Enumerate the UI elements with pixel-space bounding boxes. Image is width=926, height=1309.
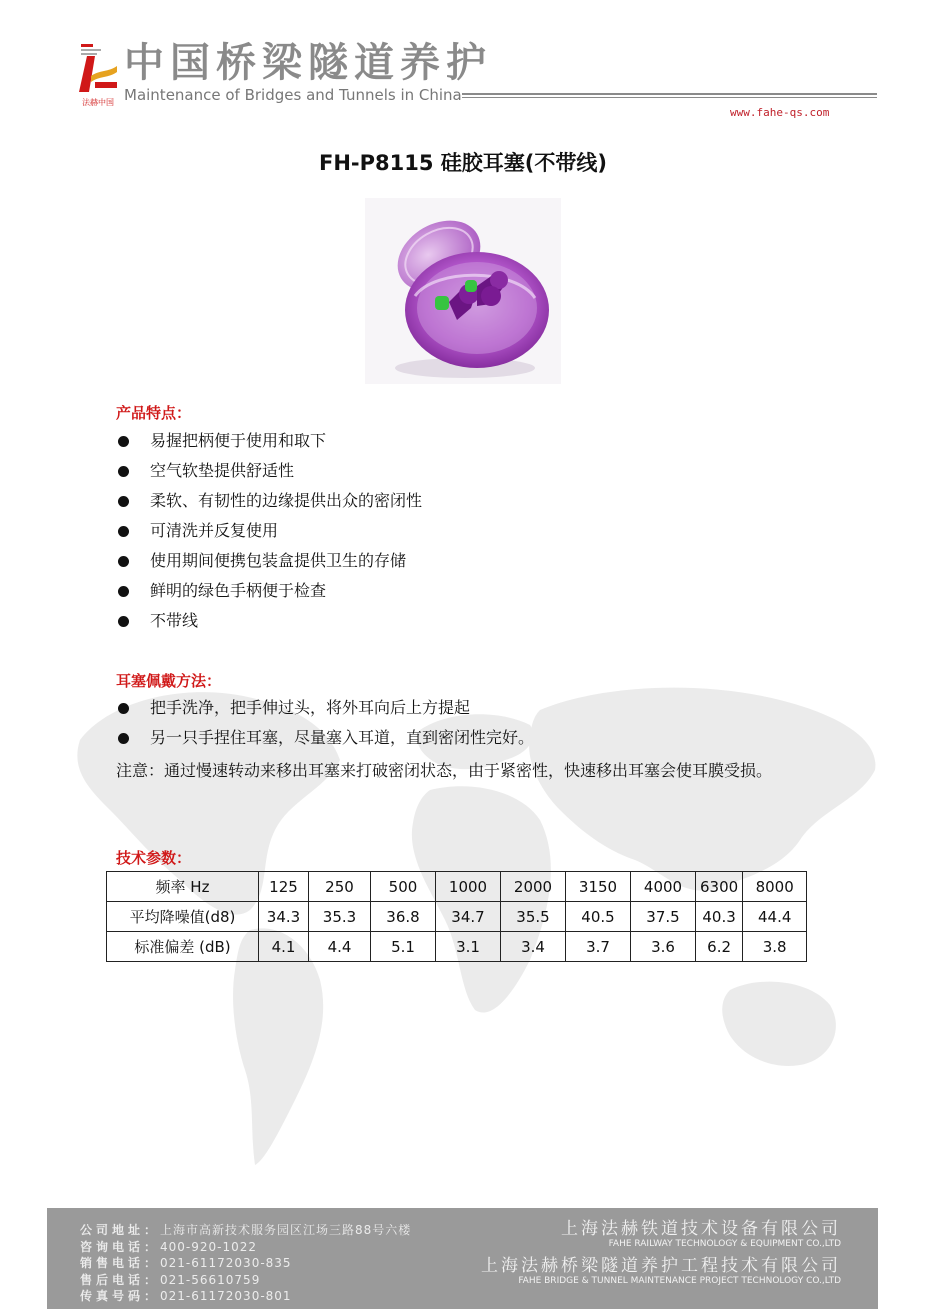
usage-heading: 耳塞佩戴方法：	[116, 672, 222, 690]
table-cell: 500	[371, 872, 436, 902]
bullet-icon	[118, 436, 129, 447]
bullet-icon	[118, 733, 129, 744]
brand-name-en: Maintenance of Bridges and Tunnels in China	[124, 86, 462, 104]
row-header: 频率 Hz	[107, 872, 259, 902]
header-divider	[462, 93, 877, 95]
company-name-cn: 上海法赫桥梁隧道养护工程技术有限公司	[481, 1256, 841, 1276]
table-cell: 3.8	[743, 932, 807, 962]
brand-name-cn: 中国桥梁隧道养护	[124, 40, 492, 86]
table-row	[107, 932, 807, 962]
table-cell: 3.1	[436, 932, 501, 962]
table-cell: 34.7	[436, 902, 501, 932]
header-divider-thin	[462, 97, 877, 98]
footer-company-bridge	[481, 1256, 841, 1287]
product-title: FH-P8115 硅胶耳塞(不带线)	[319, 151, 607, 175]
table-row	[107, 872, 807, 902]
company-name-en: FAHE BRIDGE & TUNNEL MAINTENANCE PROJECT TECHNOLOGY CO.,LTD	[518, 1276, 841, 1286]
spec-table	[106, 871, 807, 962]
table-cell: 5.1	[371, 932, 436, 962]
contact-row: 传真号码：021-61172030-801	[80, 1289, 292, 1303]
contact-row: 咨询电话：400-920-1022	[80, 1239, 258, 1254]
fahe-logo	[77, 42, 119, 108]
table-cell: 4000	[631, 872, 696, 902]
company-name-en: FAHE RAILWAY TECHNOLOGY & EQUIPMENT CO.,LTD	[608, 1239, 841, 1249]
list-item: 易握把柄便于使用和取下	[116, 426, 422, 456]
list-item: 空气软垫提供舒适性	[116, 456, 422, 486]
list-item: 不带线	[116, 606, 422, 636]
contact-row: 公司地址：上海市高新技术服务园区江场三路88号六楼	[80, 1223, 412, 1237]
specs-heading: 技术参数：	[116, 849, 192, 867]
footer-company-railway	[561, 1219, 841, 1250]
table-cell: 3.4	[501, 932, 566, 962]
bullet-icon	[118, 586, 129, 597]
product-photo	[365, 198, 561, 384]
bullet-icon	[118, 466, 129, 477]
list-item: 鲜明的绿色手柄便于检查	[116, 576, 422, 606]
table-cell: 125	[259, 872, 309, 902]
list-item: 把手洗净，把手伸过头，将外耳向后上方提起	[116, 693, 534, 723]
bullet-icon	[118, 496, 129, 507]
table-cell: 2000	[501, 872, 566, 902]
table-cell: 250	[309, 872, 371, 902]
website-url[interactable]: www.fahe-qs.com	[730, 106, 830, 119]
table-cell: 6.2	[696, 932, 743, 962]
table-cell: 34.3	[259, 902, 309, 932]
table-cell: 37.5	[631, 902, 696, 932]
usage-list	[116, 693, 534, 753]
bullet-icon	[118, 556, 129, 567]
bullet-icon	[118, 703, 129, 714]
removal-note: 注意：通过慢速转动来移出耳塞来打破密闭状态，由于紧密性，快速移出耳塞会使耳膜受损。	[116, 761, 773, 780]
features-list	[116, 426, 422, 636]
bullet-icon	[118, 616, 129, 627]
list-item: 柔软、有韧性的边缘提供出众的密闭性	[116, 486, 422, 516]
features-heading: 产品特点：	[116, 404, 192, 422]
table-cell: 40.3	[696, 902, 743, 932]
table-cell: 35.3	[309, 902, 371, 932]
bullet-icon	[118, 526, 129, 537]
table-cell: 3.6	[631, 932, 696, 962]
table-cell: 6300	[696, 872, 743, 902]
contact-row: 销售电话：021-61172030-835	[80, 1256, 292, 1270]
table-cell: 40.5	[566, 902, 631, 932]
list-item: 另一只手捏住耳塞，尽量塞入耳道，直到密闭性完好。	[116, 723, 534, 753]
table-cell: 1000	[436, 872, 501, 902]
table-cell: 44.4	[743, 902, 807, 932]
table-cell: 4.4	[309, 932, 371, 962]
table-cell: 3.7	[566, 932, 631, 962]
footer-contacts	[80, 1222, 411, 1305]
table-cell: 4.1	[259, 932, 309, 962]
contact-row: 售后电话：021-56610759	[80, 1272, 261, 1287]
table-cell: 35.5	[501, 902, 566, 932]
logo-caption: 法赫中国	[82, 98, 114, 107]
table-cell: 3150	[566, 872, 631, 902]
row-header: 平均降噪值(d8)	[107, 902, 259, 932]
table-cell: 36.8	[371, 902, 436, 932]
table-cell: 8000	[743, 872, 807, 902]
company-name-cn: 上海法赫铁道技术设备有限公司	[561, 1219, 841, 1239]
row-header: 标准偏差 (dB)	[107, 932, 259, 962]
list-item: 使用期间便携包装盒提供卫生的存储	[116, 546, 422, 576]
list-item: 可清洗并反复使用	[116, 516, 422, 546]
table-row	[107, 902, 807, 932]
